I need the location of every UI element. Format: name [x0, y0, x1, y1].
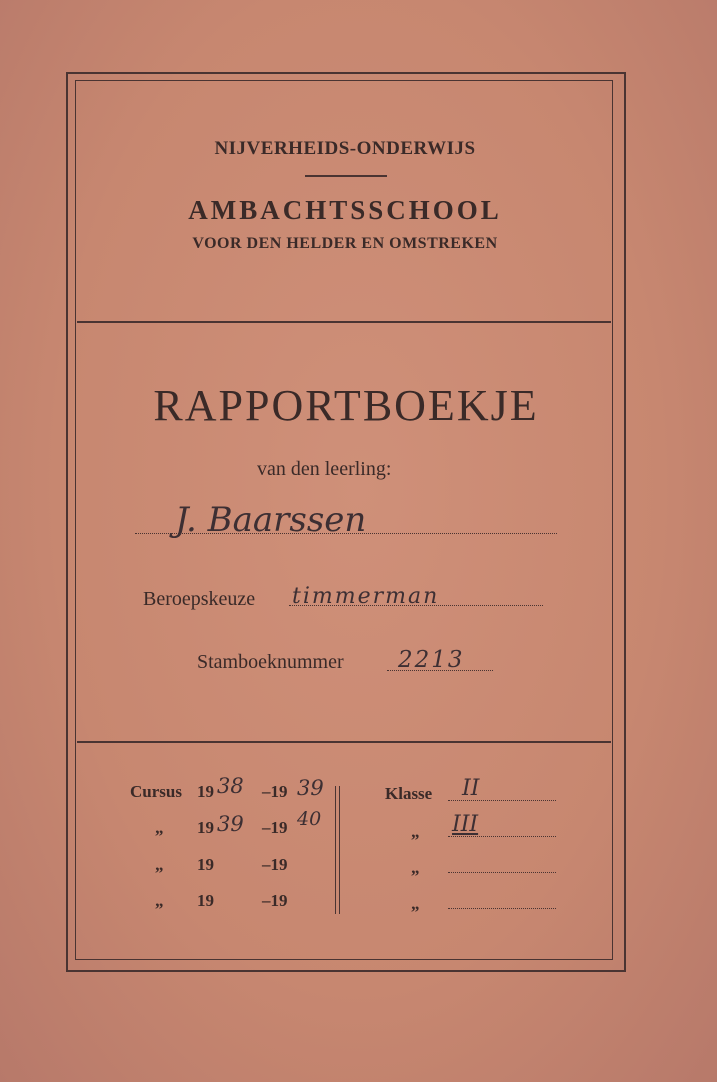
year-prefix: 19 [197, 855, 214, 874]
year-prefix: –19 [262, 818, 288, 837]
year-from: 39 [217, 812, 244, 836]
divider [77, 321, 611, 323]
page-title: RAPPORTBOEKJE [153, 381, 539, 430]
career-label: Beroepskeuze [143, 588, 256, 610]
year-prefix: 19 [197, 782, 214, 801]
register-label: Stamboeknummer [197, 651, 344, 673]
year-prefix: 19 [197, 891, 214, 910]
ditto-mark: „ [411, 858, 420, 877]
course-label: Cursus [130, 782, 182, 801]
class-line [448, 872, 556, 873]
class-line [448, 908, 556, 909]
student-name: J. Baarssen [175, 500, 367, 540]
category-heading: NIJVERHEIDS-ONDERWIJS [214, 138, 476, 159]
ditto-mark: „ [155, 855, 164, 874]
divider [77, 741, 611, 743]
school-name: AMBACHTSSCHOOL [188, 195, 502, 225]
ditto-mark: „ [155, 891, 164, 910]
year-to: 39 [297, 776, 324, 800]
ditto-mark: „ [155, 818, 164, 837]
ditto-mark: „ [411, 894, 420, 913]
class-label: Klasse [385, 784, 433, 803]
register-value: 2213 [398, 647, 465, 673]
heading-rule [305, 175, 387, 177]
column-divider [335, 786, 340, 914]
student-label: van den leerling: [257, 458, 392, 480]
ditto-mark: „ [411, 822, 420, 841]
year-to: 40 [297, 808, 322, 830]
year-prefix: 19 [197, 818, 214, 837]
year-from: 38 [217, 774, 244, 798]
class-value: III [452, 812, 479, 837]
school-subtitle: VOOR DEN HELDER EN OMSTREKEN [192, 235, 498, 252]
year-prefix: –19 [262, 891, 288, 910]
class-value: II [462, 776, 480, 801]
year-prefix: –19 [262, 855, 288, 874]
year-prefix: –19 [262, 782, 288, 801]
career-value: timmerman [292, 584, 440, 609]
